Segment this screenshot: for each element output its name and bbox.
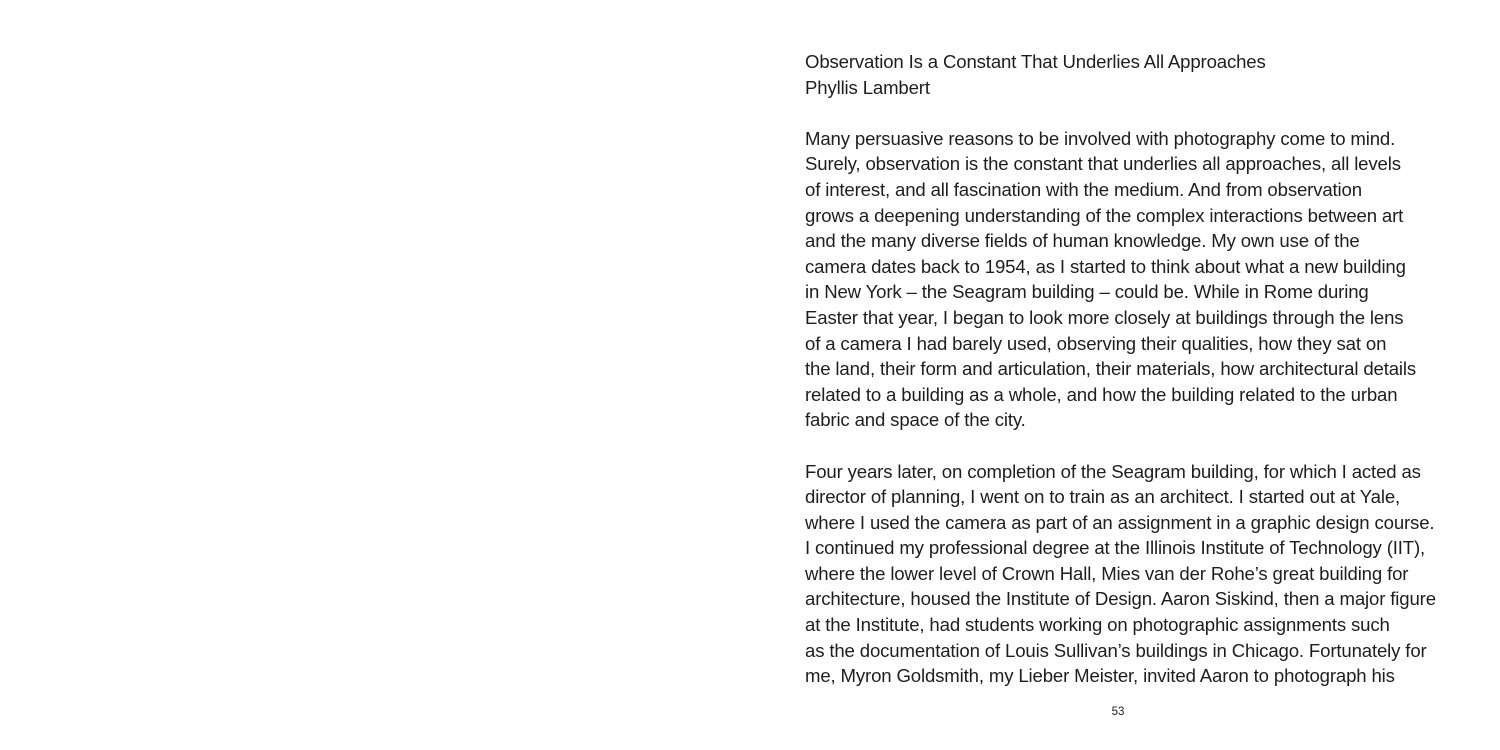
paragraph-line: Surely, observation is the constant that underlies all approaches, all levels (805, 153, 1401, 175)
paragraph-line: and the many diverse fields of human knowledge. My own use of the (805, 230, 1360, 252)
paragraph-line: Easter that year, I began to look more closely at buildings through the lens (805, 306, 1404, 328)
paragraph-line: of interest, and all fascination with the medium. And from observation (805, 178, 1362, 200)
paragraph-line: in New York – the Seagram building – could be. While in Rome during (805, 281, 1369, 303)
paragraph-line: grows a deepening understanding of the complex interactions between art (805, 204, 1404, 226)
paragraph-line: camera dates back to 1954, as I started to think about what a new building (805, 255, 1406, 277)
paragraph-line: Many persuasive reasons to be involved with photography come to mind. (805, 127, 1396, 149)
essay-title: Observation Is a Constant That Underlies All Approaches (805, 51, 1266, 72)
paragraph-line: director of planning, I went on to train as an architect. I started out at Yale, (805, 486, 1401, 508)
right-page (750, 0, 1500, 750)
paragraph-line: where the lower level of Crown Hall, Mies van der Rohe’s great building for (805, 562, 1409, 584)
paragraph-spacer (805, 433, 1465, 459)
paragraph-line: of a camera I had barely used, observing their qualities, how they sat on (805, 332, 1387, 354)
paragraph-line: as the documentation of Louis Sullivan’s buildings in Chicago. Fortunately for (805, 639, 1427, 661)
paragraph-line: at the Institute, had students working on photographic assignments such (805, 614, 1390, 636)
paragraph-1 (805, 126, 1465, 433)
page-number: 53 (1111, 706, 1125, 718)
paragraph-line: Four years later, on completion of the Seagram building, for which I acted as (805, 460, 1421, 482)
paragraph-2 (805, 459, 1465, 689)
essay-author: Phyllis Lambert (805, 76, 930, 98)
paragraph-line: me, Myron Goldsmith, my Lieber Meister, invited Aaron to photograph his (805, 665, 1395, 687)
essay-text-block (805, 49, 1465, 689)
paragraph-line: related to a building as a whole, and how the building related to the urban (805, 383, 1398, 405)
paragraph-line: fabric and space of the city. (805, 409, 1026, 431)
paragraph-line: architecture, housed the Institute of Design. Aaron Siskind, then a major figure (805, 588, 1436, 610)
paragraph-line: I continued my professional degree at the Illinois Institute of Technology (IIT), (805, 537, 1426, 559)
paragraph-spacer (805, 100, 1465, 126)
paragraph-line: where I used the camera as part of an assignment in a graphic design course. (805, 511, 1435, 533)
paragraph-line: the land, their form and articulation, their materials, how architectural details (805, 358, 1417, 380)
